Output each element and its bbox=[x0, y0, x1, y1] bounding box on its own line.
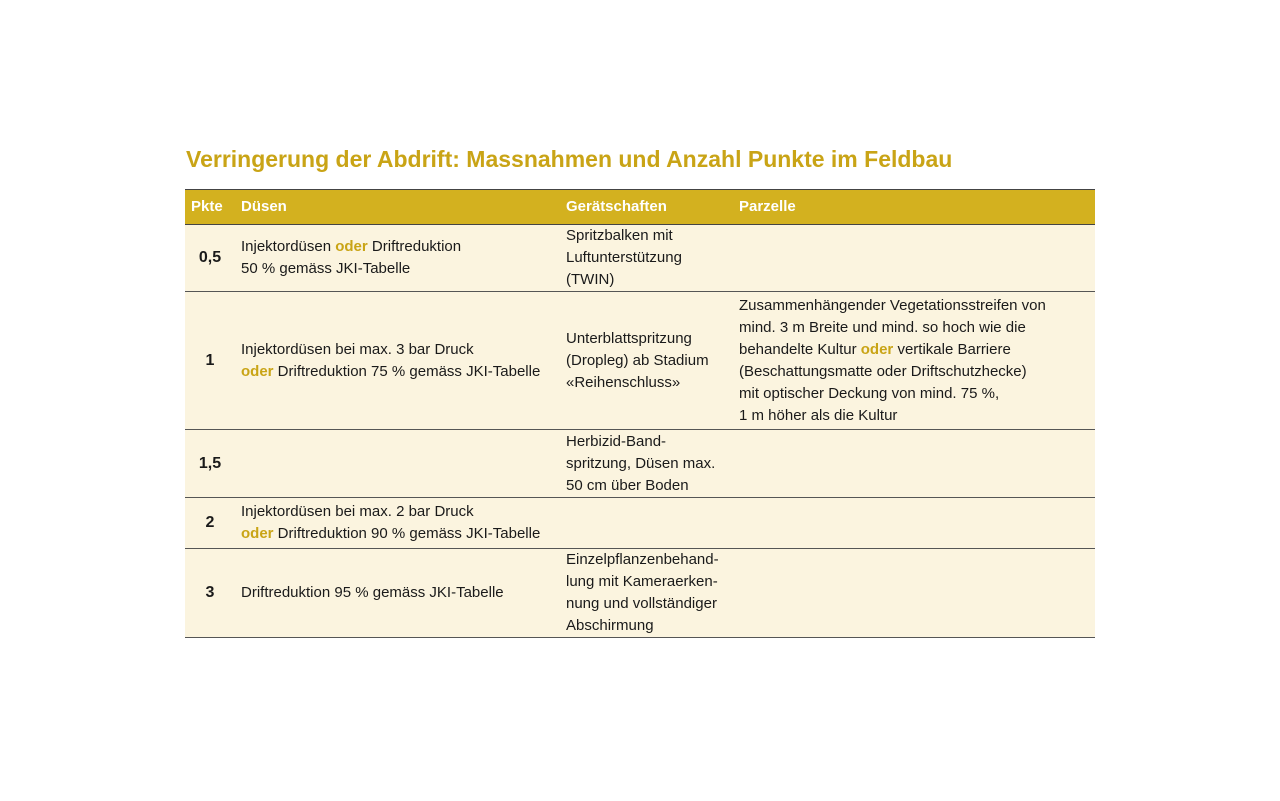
parzelle-cell bbox=[733, 549, 1095, 638]
table-row bbox=[185, 498, 1095, 549]
points-cell: 0,5 bbox=[185, 225, 235, 292]
duesen-line bbox=[241, 501, 554, 523]
highlight-oder: oder bbox=[241, 362, 274, 380]
geraete-line: (TWIN) bbox=[566, 271, 615, 288]
geraete-line: nung und vollständiger bbox=[566, 595, 717, 612]
parzelle-text: vertikale Barriere bbox=[893, 340, 1011, 358]
duesen-text: 50 % gemäss JKI-Tabelle bbox=[241, 260, 411, 277]
table-row bbox=[185, 549, 1095, 638]
duesen-cell bbox=[235, 292, 560, 430]
geraete-line: Luftunterstützung bbox=[566, 249, 682, 266]
parzelle-cell bbox=[733, 430, 1095, 498]
geraete-line: Unterblattspritzung bbox=[566, 329, 692, 347]
geraete-line: 50 cm über Boden bbox=[566, 476, 689, 494]
geraete-cell bbox=[560, 225, 733, 292]
geraete-line: Einzelpflanzenbehand- bbox=[566, 551, 719, 568]
parzelle-text: 1 m höher als die Kultur bbox=[739, 406, 898, 424]
duesen-text: Injektordüsen bbox=[241, 238, 336, 255]
duesen-cell bbox=[235, 549, 560, 638]
geraete-line: spritzung, Düsen max. bbox=[566, 454, 716, 472]
parzelle-line bbox=[739, 339, 1089, 361]
parzelle-cell bbox=[733, 292, 1095, 430]
parzelle-cell bbox=[733, 225, 1095, 292]
points-cell: 1 bbox=[185, 292, 235, 430]
geraete-line: (Dropleg) ab Stadium bbox=[566, 351, 709, 369]
duesen-cell bbox=[235, 430, 560, 498]
parzelle-line bbox=[739, 317, 1089, 339]
drift-reduction-table bbox=[185, 189, 1095, 638]
points-cell: 1,5 bbox=[185, 430, 235, 498]
table-row bbox=[185, 292, 1095, 430]
geraete-cell bbox=[560, 430, 733, 498]
parzelle-text: Zusammenhängender Vegetationsstreifen von bbox=[739, 296, 1046, 314]
duesen-text: Driftreduktion bbox=[367, 238, 462, 255]
geraete-line: Abschirmung bbox=[566, 617, 654, 634]
duesen-line bbox=[241, 258, 554, 280]
duesen-line bbox=[241, 339, 554, 361]
highlight-oder: oder bbox=[241, 525, 274, 542]
table-title: Verringerung der Abdrift: Massnahmen und Anzahl Punkte im Feldbau bbox=[186, 146, 953, 172]
points-cell: 2 bbox=[185, 498, 235, 549]
duesen-text: Driftreduktion 90 % gemäss JKI-Tabelle bbox=[273, 525, 541, 542]
geraete-cell bbox=[560, 292, 733, 430]
duesen-text: Driftreduktion 75 % gemäss JKI-Tabelle bbox=[273, 362, 541, 380]
duesen-cell bbox=[235, 498, 560, 549]
parzelle-line bbox=[739, 383, 1089, 405]
geraete-cell bbox=[560, 498, 733, 549]
duesen-line bbox=[241, 582, 554, 604]
highlight-oder: oder bbox=[335, 238, 368, 255]
parzelle-text: (Beschattungsmatte oder Driftschutzhecke) bbox=[739, 362, 1027, 380]
geraete-line: lung mit Kameraerken- bbox=[566, 573, 718, 590]
duesen-line bbox=[241, 236, 554, 258]
geraete-cell bbox=[560, 549, 733, 638]
duesen-text: Injektordüsen bei max. 3 bar Druck bbox=[241, 340, 474, 358]
geraete-line: Spritzbalken mit bbox=[566, 227, 673, 244]
geraete-line: Herbizid-Band- bbox=[566, 432, 667, 450]
header-pkte: Pkte bbox=[185, 190, 235, 225]
parzelle-line bbox=[739, 295, 1089, 317]
parzelle-cell bbox=[733, 498, 1095, 549]
geraete-line: «Reihenschluss» bbox=[566, 373, 681, 391]
highlight-oder: oder bbox=[860, 340, 894, 358]
parzelle-line bbox=[739, 361, 1089, 383]
duesen-text: Driftreduktion 95 % gemäss JKI-Tabelle bbox=[241, 584, 504, 601]
header-parzelle: Parzelle bbox=[733, 190, 1095, 225]
table-header-row bbox=[185, 190, 1095, 225]
parzelle-text: behandelte Kultur bbox=[739, 340, 861, 358]
parzelle-line bbox=[739, 405, 1089, 427]
table-row bbox=[185, 225, 1095, 292]
parzelle-text: mit optischer Deckung von mind. 75 %, bbox=[739, 384, 1000, 402]
parzelle-text: mind. 3 m Breite und mind. so hoch wie die bbox=[739, 318, 1026, 336]
duesen-cell bbox=[235, 225, 560, 292]
header-geraetschaften: Gerätschaften bbox=[560, 190, 733, 225]
duesen-line bbox=[241, 361, 554, 383]
header-duesen: Düsen bbox=[235, 190, 560, 225]
points-cell: 3 bbox=[185, 549, 235, 638]
duesen-line bbox=[241, 523, 554, 545]
table-row bbox=[185, 430, 1095, 498]
duesen-text: Injektordüsen bei max. 2 bar Druck bbox=[241, 503, 474, 520]
